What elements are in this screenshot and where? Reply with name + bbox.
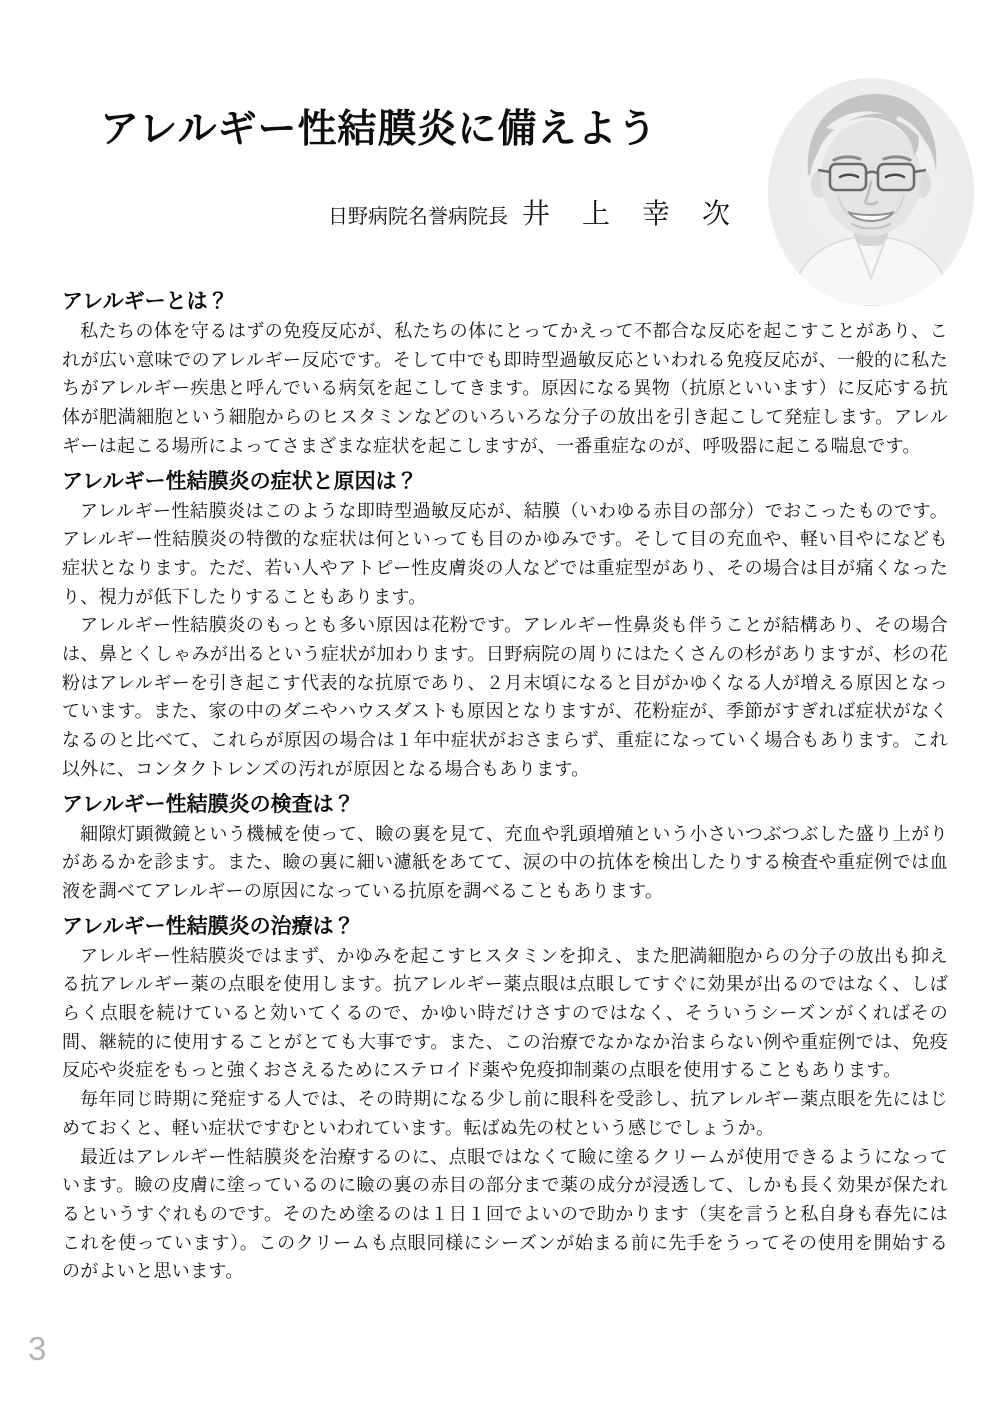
- paragraph: 毎年同じ時期に発症する人では、その時期になる少し前に眼科を受診し、抗アレルギー薬点眼を先にはじめておくと、軽い症状ですむといわれています。転ばぬ先の杖という感じでしょうか。: [62, 1089, 948, 1138]
- author-portrait-image: [768, 78, 974, 306]
- paragraph: 最近はアレルギー性結膜炎を治療するのに、点眼ではなくて瞼に塗るクリームが使用できるようになっています。瞼の皮膚に塗っているのに瞼の裏の赤目の部分まで薬の成分が浸透して、しかも長く効果が保たれるというすぐれものです。そのため塗るのは１日１回でよいので助かります（実を言うと私自身も春先にはこれを使っています）。このクリームも点眼同様にシーズンが始まる前に先手をうってその使用を開始するのがよいと思います。: [62, 1146, 948, 1282]
- paragraph: 私たちの体を守るはずの免疫反応が、私たちの体にとってかえって不都合な反応を起こすことがあり、これが広い意味でのアレルギー反応です。そして中でも即時型過敏反応といわれる免疫反応が、一般的に私たちがアレルギー疾患と呼んでいる病気を起こしてきます。原因になる異物（抗原といいます）に反応する抗体が肥満細胞という細胞からのヒスタミンなどのいろいろな分子の放出を引き起こして発症します。アレルギーは起こる場所によってさまざまな症状を起こしますが、一番重症なのが、呼吸器に起こる喘息です。: [62, 321, 948, 456]
- paragraph: アレルギー性結膜炎はこのような即時型過敏反応が、結膜（いわゆる赤目の部分）でおこったものです。アレルギー性結膜炎の特徴的な症状は何といっても目のかゆみです。そして目の充血や、軽い目やになども症状となります。ただ、若い人やアトピー性皮膚炎の人などでは重症型があり、その場合は目が痛くなったり、視力が低下したりすることもあります。: [62, 500, 948, 607]
- paragraph: アレルギー性結膜炎のもっとも多い原因は花粉です。アレルギー性鼻炎も伴うことが結構あり、その場合は、鼻とくしゃみが出るという症状が加わります。日野病院の周りにはたくさんの杉がありますが、杉の花粉はアレルギーを引き起こす代表的な抗原であり、２月末頃になると目がかゆくなる人が増える原因となっています。また、家の中のダニやハウスダストも原因となりますが、花粉症が、季節がすぎれば症状がなくなるのと比べて、これらが原因の場合は１年中症状がおさまらず、重症になっていく場合もあります。これ以外に、コンタクトレンズの汚れが原因となる場合もあります。: [62, 615, 948, 779]
- section-heading: アレルギー性結膜炎の治療は？: [62, 913, 355, 938]
- section-examination: [62, 789, 948, 906]
- page-title: アレルギー性結膜炎に備えよう: [100, 108, 658, 151]
- section-heading: アレルギー性結膜炎の検査は？: [62, 791, 355, 816]
- byline-role: 日野病院名誉病院長: [328, 206, 508, 228]
- paragraph: 細隙灯顕微鏡という機械を使って、瞼の裏を見て、充血や乳頭増殖という小さいつぶつぶした盛り上がりがあるかを診ます。また、瞼の裏に細い濾紙をあてて、涙の中の抗体を検出したりする検査や重症例では血液を調べてアレルギーの原因になっている抗原を調べることもあります。: [62, 823, 948, 901]
- section-heading: アレルギー性結膜炎の症状と原因は？: [62, 468, 418, 493]
- page-number: 3: [28, 1330, 47, 1367]
- section-what-is-allergy: [62, 286, 948, 461]
- document-header: [0, 0, 1000, 232]
- paragraph: アレルギー性結膜炎ではまず、かゆみを起こすヒスタミンを抑え、また肥満細胞からの分子の放出も抑える抗アレルギー薬の点眼を使用します。抗アレルギー薬点眼は点眼してすぐに効果が出るのではなく、しばらく点眼を続けていると効いてくるので、かゆい時だけさすのではなく、そういうシーズンがくればその間、継続的に使用することがとても大事です。また、この治療でなかなか治まらない例や重症例では、免疫反応や炎症をもっと強くおさえるためにステロイド薬や免疫抑制薬の点眼を使用することもあります。: [62, 945, 948, 1081]
- author-portrait: [768, 78, 974, 306]
- article-body: [62, 286, 948, 1286]
- byline-author-name: 井 上 幸 次: [522, 198, 733, 229]
- section-heading: アレルギーとは？: [62, 289, 229, 313]
- section-symptoms-causes: [62, 466, 948, 784]
- section-treatment: [62, 911, 948, 1286]
